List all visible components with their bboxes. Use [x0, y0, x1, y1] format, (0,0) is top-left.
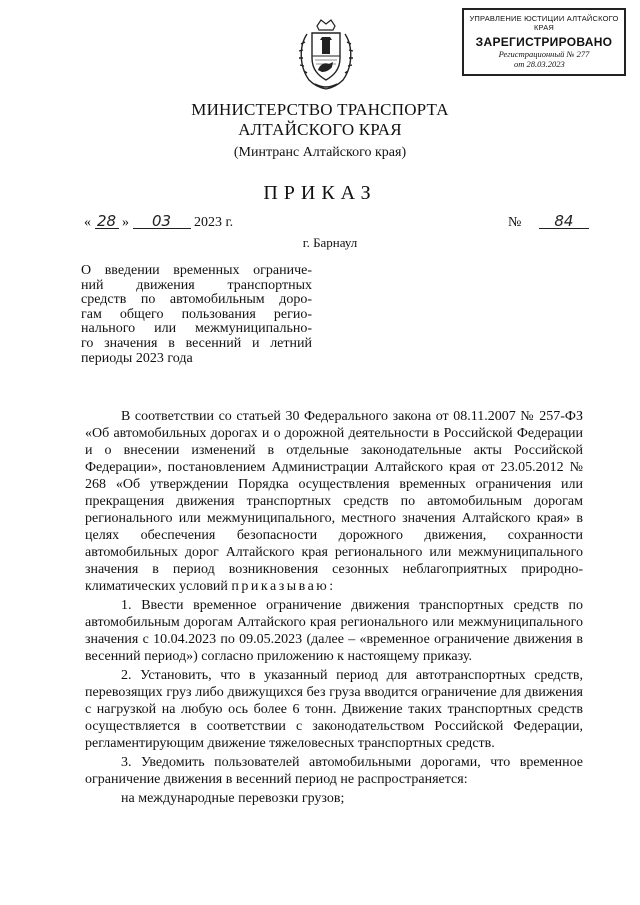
subject-line: ний движения транспортных	[81, 277, 312, 293]
document-type: ПРИКАЗ	[263, 182, 377, 204]
stamp-org: УПРАВЛЕНИЕ ЮСТИЦИИ АЛТАЙСКОГО КРАЯ	[469, 14, 619, 32]
city: г. Барнаул	[302, 235, 358, 250]
stamp-reg-number: Регистрационный № 277	[498, 49, 590, 59]
order-word: приказываю:	[231, 579, 336, 594]
preamble-text: В соответствии со статьей 30 Федерального закона от 08.11.2007 № 257-ФЗ «Об автомобильных дорогах и о дорожной деятельности в Российской Федерации и о внесении изменений в отдельные законодательные акты Российской Федерации», постановлением Администрации Алтайского края от 23.05.2012 № 268 «Об утверждении Порядка осуществления временных ограничения или прекращения движения транспортных средств по автомобильным дорогам регионального или межмуниципального, местного значения Алтайского края» в целях обеспечения безопасности дорожного движения, сохранности автомобильных дорог Алтайского края регионального или межмуниципального значения в период возникновения сезонных неблагоприятных природно-климатических условий	[85, 409, 583, 594]
date-close-quote: »	[122, 215, 129, 230]
subject-line: средств по автомобильным доро-	[81, 292, 312, 308]
subject-line: го значения в весенний и летний	[81, 335, 312, 351]
order-item-3: 3. Уведомить пользователей автомобильными дорогами, что временное ограничение движения в весенний период не распространяется:	[85, 755, 583, 787]
date-day: 28	[95, 214, 119, 229]
number-value: 84	[539, 214, 589, 229]
date-month: 03	[133, 214, 191, 229]
stamp-reg-date: от 28.03.2023	[514, 59, 565, 69]
subject-line: О введении временных ограниче-	[81, 263, 312, 278]
date-open-quote: «	[84, 215, 91, 230]
preamble-paragraph	[85, 408, 583, 595]
org-short-name: (Минтранс Алтайского края)	[233, 145, 407, 160]
order-body	[85, 408, 583, 807]
subject-line: нального или межмуниципально-	[81, 321, 312, 337]
org-name-line2: АЛТАЙСКОГО КРАЯ	[238, 120, 402, 139]
number-sign: №	[508, 215, 522, 230]
registration-stamp	[462, 8, 626, 76]
order-date	[84, 214, 233, 231]
date-year: 2023 г.	[194, 215, 234, 230]
stamp-status: ЗАРЕГИСТРИРОВАНО	[475, 35, 613, 49]
order-subject	[81, 264, 312, 366]
order-item-3-sub: на международные перевозки грузов;	[121, 791, 345, 806]
subject-line: гам общего пользования регио-	[81, 306, 312, 322]
coat-of-arms-icon	[295, 18, 357, 94]
subject-line: периоды 2023 года	[81, 350, 193, 366]
order-item-2: 2. Установить, что в указанный период для автотранспортных средств, перевозящих груз либо движущихся без груза вводится ограничение для движения с нагрузкой на любую ось более 6 тонн. Движение таких транспортных средств осуществляется в соответствии с законодательством Российской Федерации, регламентирующим движение тяжеловесных транспортных средств.	[85, 668, 583, 751]
org-name-line1: МИНИСТЕРСТВО ТРАНСПОРТА	[191, 100, 449, 119]
order-number	[508, 214, 589, 231]
order-item-1: 1. Ввести временное ограничение движения транспортных средств по автомобильным дорогам Алтайского края регионального или межмуниципального значения с 10.04.2023 по 09.05.2023 (далее – «временное ограничение движения в весенний период») согласно приложению к настоящему приказу.	[85, 598, 583, 664]
